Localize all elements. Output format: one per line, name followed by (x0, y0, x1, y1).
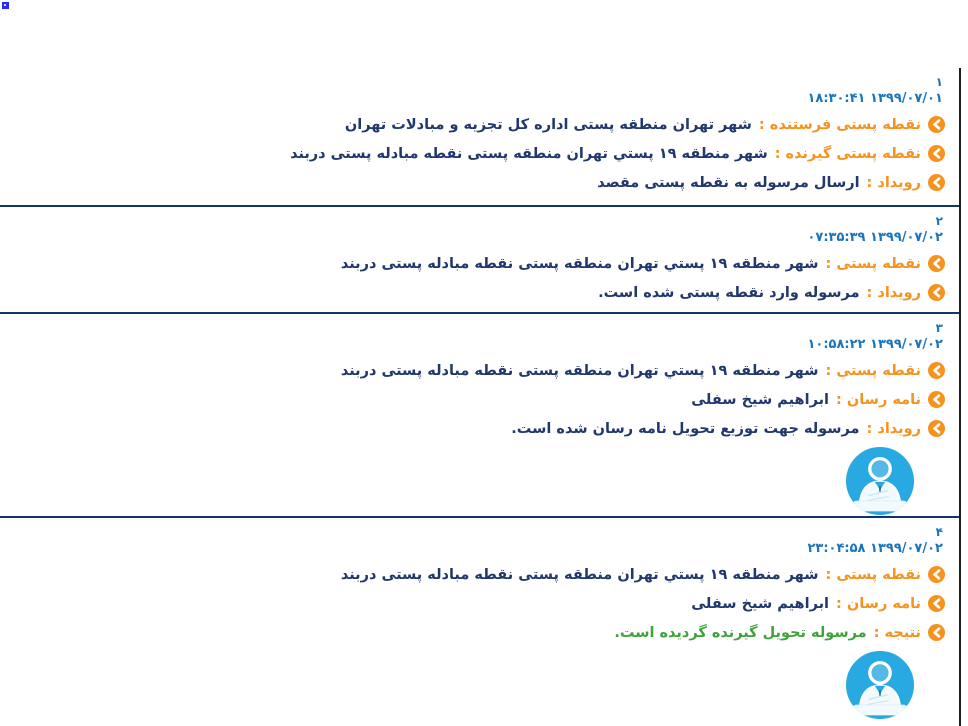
detail-value: مرسوله وارد نقطه پستی شده است. (598, 284, 860, 301)
event-detail-row (0, 110, 945, 139)
event-datetime: ۱۰:۵۸:۲۲ ۱۳۹۹/۰۷/۰۲ (807, 337, 943, 352)
tracking-event (0, 68, 959, 207)
detail-label: رویداد : (866, 420, 921, 437)
arrow-left-circle-icon (928, 145, 945, 162)
event-number: ۱ (935, 75, 943, 89)
tracking-event (0, 314, 959, 518)
event-detail-row (0, 414, 945, 443)
detail-value: شهر منطقه ۱۹ پستي تهران منطقه پستی نقطه مبادله پستی دربند (340, 362, 819, 379)
detail-label: رویداد : (866, 284, 921, 301)
postal-clerk-icon (0, 446, 915, 516)
event-number: ۲ (935, 214, 943, 228)
broken-image-icon (2, 2, 9, 9)
event-detail-row (0, 385, 945, 414)
event-details (0, 110, 945, 197)
event-detail-row (0, 139, 945, 168)
detail-label: نامه رسان : (836, 595, 921, 612)
event-details (0, 560, 945, 647)
detail-label: نقطه پستی : (825, 362, 921, 379)
event-datetime: ۲۳:۰۴:۵۸ ۱۳۹۹/۰۷/۰۲ (807, 541, 943, 556)
detail-value: ارسال مرسوله به نقطه پستی مقصد (597, 174, 860, 191)
detail-label: نتیجه : (873, 624, 921, 641)
detail-value: مرسوله جهت توزیع تحویل نامه رسان شده است. (511, 420, 860, 437)
arrow-left-circle-icon (928, 255, 945, 272)
detail-value: ابراهیم شیخ سفلی (691, 595, 830, 612)
detail-label: رویداد : (866, 174, 921, 191)
event-detail-row (0, 168, 945, 197)
detail-value: شهر منطقه ۱۹ پستي تهران منطقه پستی نقطه مبادله پستی دربند (290, 145, 768, 162)
event-number: ۴ (935, 525, 943, 539)
event-number: ۳ (935, 321, 943, 335)
arrow-left-circle-icon (928, 420, 945, 437)
event-details (0, 249, 945, 307)
detail-value: شهر منطقه ۱۹ پستي تهران منطقه پستی نقطه مبادله پستی دربند (340, 566, 819, 583)
arrow-left-circle-icon (928, 595, 945, 612)
arrow-left-circle-icon (928, 566, 945, 583)
detail-value: شهر منطقه ۱۹ پستي تهران منطقه پستی نقطه مبادله پستی دربند (340, 255, 819, 272)
tracking-event (0, 518, 959, 726)
detail-value: مرسوله تحویل گیرنده گردیده است. (614, 624, 867, 641)
arrow-left-circle-icon (928, 116, 945, 133)
event-detail-row (0, 618, 945, 647)
postal-clerk-icon (0, 650, 915, 720)
detail-label: نقطه پستی : (825, 255, 921, 272)
detail-value: شهر تهران منطقه پستی اداره کل تجزیه و مبادلات تهران (344, 116, 752, 133)
event-datetime: ۱۸:۳۰:۴۱ ۱۳۹۹/۰۷/۰۱ (807, 91, 943, 106)
arrow-left-circle-icon (928, 391, 945, 408)
tracking-event (0, 207, 959, 314)
arrow-left-circle-icon (928, 174, 945, 191)
event-details (0, 356, 945, 443)
arrow-left-circle-icon (928, 624, 945, 641)
tracking-timeline (0, 68, 961, 726)
event-datetime: ۰۷:۳۵:۳۹ ۱۳۹۹/۰۷/۰۲ (807, 230, 943, 245)
detail-label: نقطه پستی فرستنده : (758, 116, 921, 133)
arrow-left-circle-icon (928, 362, 945, 379)
detail-label: نقطه پستی گیرنده : (774, 145, 921, 162)
event-detail-row (0, 560, 945, 589)
detail-value: ابراهیم شیخ سفلی (691, 391, 830, 408)
detail-label: نقطه پستی : (825, 566, 921, 583)
event-detail-row (0, 589, 945, 618)
event-detail-row (0, 249, 945, 278)
arrow-left-circle-icon (928, 284, 945, 301)
event-detail-row (0, 356, 945, 385)
detail-label: نامه رسان : (836, 391, 921, 408)
event-detail-row (0, 278, 945, 307)
